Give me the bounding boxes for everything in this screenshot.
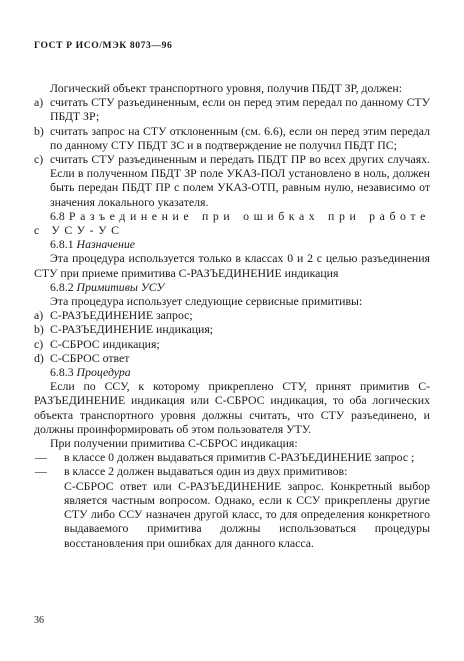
document-body [34,81,430,550]
section-number: 6.8.2 [50,279,74,294]
list-marker: с) [34,152,44,167]
list-item-text: считать СТУ разъединенным и передать ПБДТ ПР во всех других случаях. Если в полученном ПБДТ ЗР поле УКАЗ-ПОЛ установлено в ноль, должен быть передан ПБДТ ПР с полем УКАЗ-ОТП, равным нулю, независимо от значения локального указателя. [50,152,430,209]
list-item-text: С-РАЗЪЕДИНЕНИЕ индикация; [50,322,214,337]
section-title: Примитивы УСУ [76,279,165,294]
section-number: 6.8.1 [50,237,74,252]
subsection-heading-6-8-2 [34,280,430,294]
list-item-b [34,124,430,152]
list-marker: b) [34,123,44,138]
paragraph-primitives: Эта процедура использует следующие сервисные примитивы: [50,294,363,309]
section-number: 6.8.3 [50,365,74,380]
dash-item-class-2 [34,464,430,478]
list-item-a [34,95,430,123]
list-marker: а) [34,308,44,323]
list-item-c [34,152,430,209]
dash-item-class-0 [34,450,430,464]
section-heading-6-8 [34,209,430,237]
list-item-c [34,337,430,351]
list-marker: b) [34,322,44,337]
subsection-heading-6-8-3 [34,365,430,379]
list-marker: а) [34,95,44,110]
section-title: Назначение [76,237,136,252]
section-title: Разъединение при ошибках при работе с УСУ-УС [34,208,430,238]
section-number: 6.8 [50,208,65,223]
dash-marker: — [35,464,47,479]
paragraph-reset-indication: При получении примитива С-СБРОС индикация: [50,436,298,451]
list-item-d [34,351,430,365]
list-item-text: С-СБРОС ответ [50,350,130,365]
section-title: Процедура [76,365,131,380]
list-item-a [34,308,430,322]
list-item-b [34,322,430,336]
paragraph-procedure: Если по ССУ, к которому прикреплено СТУ, принят примитив С-РАЗЪЕДИНЕНИЕ индикация или С-СБРОС индикация, то оба логических объекта транспортного уровня должны считать, что СТУ разъединено, и должны проинформировать об этом пользователя УТУ. [34,379,430,436]
paragraph-purpose: Эта процедура используется только в классах 0 и 2 с целью разъединения СТУ при приеме примитива С-РАЗЪЕДИНЕНИЕ индикация [34,251,430,280]
standard-header: ГОСТ Р ИСО/МЭК 8073—96 [34,40,173,51]
list-item-text: считать СТУ разъединенным, если он перед этим передал по данному СТУ ПБДТ ЗР; [50,95,430,124]
paragraph-intro: Логический объект транспортного уровня, получив ПБДТ ЗР, должен: [50,81,402,95]
list-marker: с) [34,336,44,351]
list-item-text: С-СБРОС индикация; [50,336,160,351]
list-item-text: С-РАЗЪЕДИНЕНИЕ запрос; [50,308,193,323]
list-item-text: считать запрос на СТУ отклоненным (см. 6.6), если он перед этим передал по данному СТУ ПБДТ ЗС и в подтверждение не получил ПБДТ ПС; [50,123,430,152]
dash-marker: — [35,450,47,465]
list-marker: d) [34,350,44,365]
dash-item-continuation: С-СБРОС ответ или С-РАЗЪЕДИНЕНИЕ запрос. Конкретный выбор является частным вопросом. Однако, если к ССУ прикреплены другие СТУ либо ССУ назначен другой класс, то для определения конкретного выдаваемого примитива должны использоваться процедуры восстановления при ошибках для данного класса. [64,478,430,550]
dash-item-text: в классе 0 должен выдаваться примитив С-РАЗЪЕДИНЕНИЕ запрос ; [64,450,415,465]
dash-item-text: в классе 2 должен выдаваться один из двух примитивов: [64,464,348,479]
subsection-heading-6-8-1 [34,237,430,251]
page-number: 36 [34,615,44,626]
